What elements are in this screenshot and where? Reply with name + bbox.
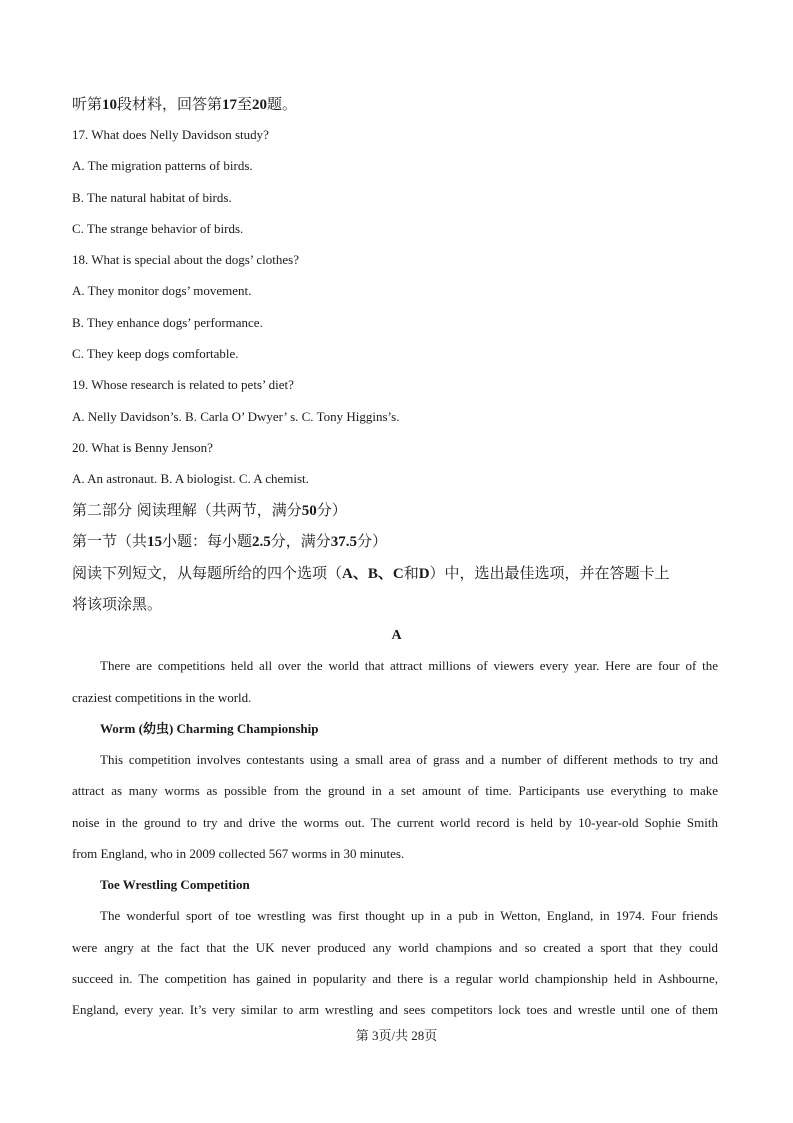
question-18-option-b: B. They enhance dogs’ performance.: [72, 315, 263, 330]
instruction-options: A、B、C: [342, 566, 404, 582]
heading-number: 20: [252, 97, 268, 113]
instruction-line-1: [72, 563, 670, 584]
toe-section-title: Toe Wrestling Competition: [100, 877, 250, 892]
question-18-stem: 18. What is special about the dogs’ clothes?: [72, 252, 299, 267]
page-number-footer: 第 3页/共 28页: [355, 1028, 438, 1043]
instruction-text: 和: [403, 564, 419, 582]
section-title-text: 小题：每小题: [162, 532, 253, 550]
question-17-option-c: C. The strange behavior of birds.: [72, 221, 244, 236]
question-20-options: A. An astronaut. B. A biologist. C. A chemist.: [72, 471, 309, 486]
instruction-line-2: 将该项涂黑。: [72, 595, 163, 613]
passage-letter: A: [391, 628, 402, 643]
section-title-number: 15: [147, 534, 163, 550]
heading-text: 至: [237, 95, 253, 113]
part-title-text: 第二部分 阅读理解（共两节，满分: [72, 501, 302, 519]
worm-para-line-1: This competition involves contestants using a small area of grass and a number of different methods to try and: [100, 752, 718, 767]
passage-intro-line-2: craziest competitions in the world.: [72, 690, 252, 705]
question-17-option-b: B. The natural habitat of birds.: [72, 190, 232, 205]
part-2-title: [72, 500, 347, 521]
question-17-stem: 17. What does Nelly Davidson study?: [72, 127, 269, 142]
question-18-option-c: C. They keep dogs comfortable.: [72, 346, 239, 361]
question-20-stem: 20. What is Benny Jenson?: [72, 440, 213, 455]
section-10-heading: [72, 94, 297, 115]
instruction-options: D: [418, 566, 430, 582]
question-17-option-a: A. The migration patterns of birds.: [72, 158, 253, 173]
heading-text: 听第: [72, 95, 103, 113]
question-18-option-a: A. They monitor dogs’ movement.: [72, 283, 252, 298]
worm-para-line-2: attract as many worms as possible from the ground in a set amount of time. Participants use everything to make: [72, 783, 718, 798]
instruction-text: ）中，选出最佳选项，并在答题卡上: [429, 564, 670, 582]
section-title-number: 37.5: [330, 534, 358, 550]
question-19-options: A. Nelly Davidson’s. B. Carla O’ Dwyer’ s. C. Tony Higgins’s.: [72, 409, 400, 424]
instruction-text: 阅读下列短文，从每题所给的四个选项（: [72, 564, 343, 582]
heading-number: 17: [222, 97, 238, 113]
toe-para-line-4: England, every year. It’s very similar to arm wrestling and sees competitors lock toes and wrestle until one of them: [72, 1002, 718, 1017]
section-title-text: 分）: [357, 532, 388, 550]
question-19-stem: 19. Whose research is related to pets’ diet?: [72, 377, 294, 392]
heading-text: 题。: [267, 95, 298, 113]
worm-section-title: Worm (幼虫) Charming Championship: [100, 721, 319, 736]
worm-para-line-4: from England, who in 2009 collected 567 worms in 30 minutes.: [72, 846, 405, 861]
toe-para-line-2: were angry at the fact that the UK never produced any world champions and so created a sport that they could: [72, 940, 718, 955]
section-1-title: [72, 531, 387, 552]
passage-intro-line-1: There are competitions held all over the world that attract millions of viewers every year. Here are four of the: [100, 658, 718, 673]
section-title-text: 第一节（共: [72, 532, 148, 550]
section-title-number: 2.5: [252, 534, 271, 550]
heading-text: 段材料，回答第: [117, 95, 223, 113]
part-title-text: 分）: [316, 501, 347, 519]
toe-para-line-3: succeed in. The competition has gained in popularity and there is a regular world championship held in Ashbourne,: [72, 971, 718, 986]
heading-number: 10: [102, 97, 118, 113]
section-title-text: 分，满分: [270, 532, 331, 550]
part-title-number: 50: [301, 503, 317, 519]
worm-para-line-3: noise in the ground to try and drive the worms out. The current world record is held by 10-year-old Sophie Smith: [72, 815, 718, 830]
toe-para-line-1: The wonderful sport of toe wrestling was first thought up in a pub in Wetton, England, in 1974. Four friends: [100, 908, 718, 923]
